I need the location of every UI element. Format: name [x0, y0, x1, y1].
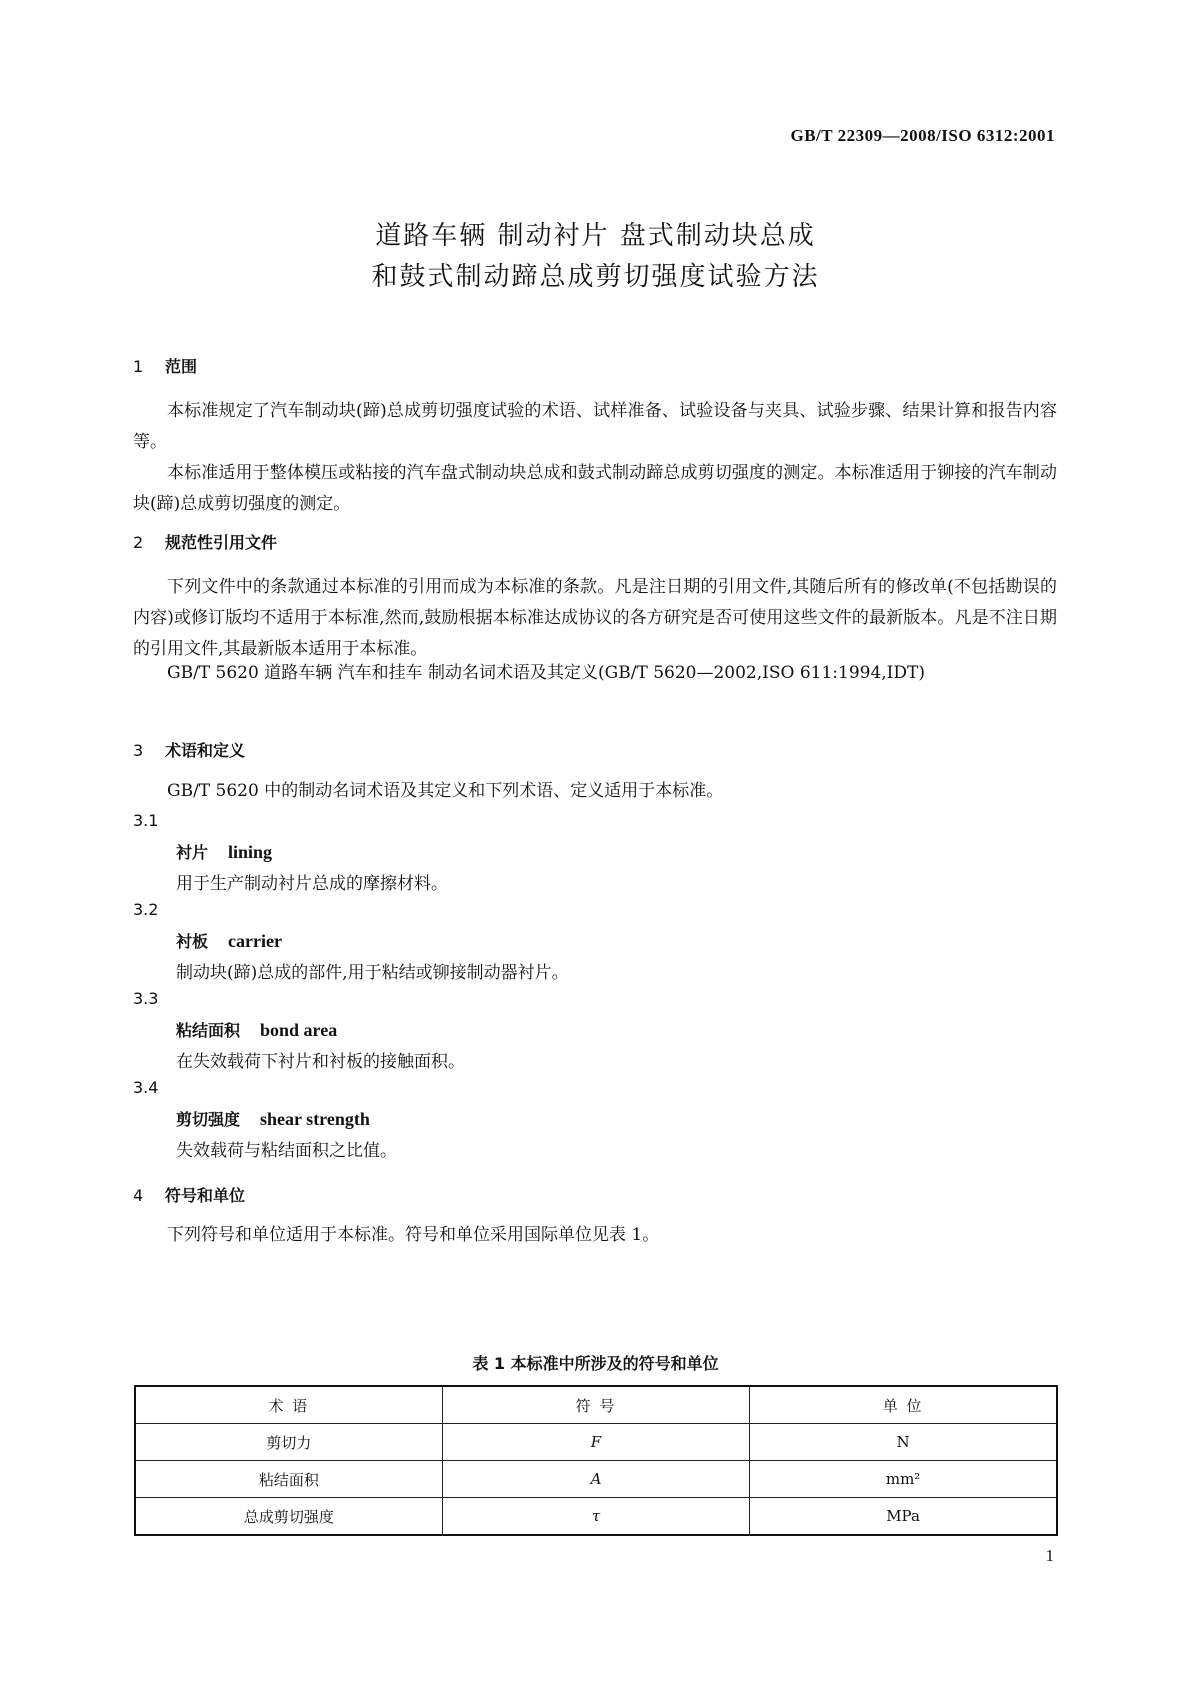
section-title: 范围 [165, 357, 198, 376]
term-definition: 制动块(蹄)总成的部件,用于粘结或铆接制动器衬片。 [176, 963, 569, 983]
term-number: 3.3 [133, 989, 159, 1008]
section-4-heading [133, 1183, 245, 1206]
term-zh: 粘结面积 [176, 1021, 241, 1040]
section-3-intro: GB/T 5620 中的制动名词术语及其定义和下列术语、定义适用于本标准。 [167, 781, 724, 801]
cell-term: 剪切力 [135, 1424, 442, 1461]
cell-unit: mm² [750, 1461, 1057, 1498]
cell-unit: MPa [750, 1498, 1057, 1536]
section-1-heading [133, 354, 197, 377]
cell-term: 粘结面积 [135, 1461, 442, 1498]
term-en: lining [228, 842, 273, 862]
term-definition: 在失效载荷下衬片和衬板的接触面积。 [176, 1052, 465, 1072]
term-number: 3.4 [133, 1078, 159, 1097]
term-name [176, 840, 272, 863]
table-row [135, 1424, 1057, 1461]
section-2-heading [133, 530, 277, 553]
cell-term: 总成剪切强度 [135, 1498, 442, 1536]
cell-symbol: A [442, 1461, 749, 1498]
header-unit: 单 位 [750, 1386, 1057, 1424]
term-zh: 剪切强度 [176, 1110, 241, 1129]
page-number: 1 [1045, 1546, 1054, 1565]
cell-unit: N [750, 1424, 1057, 1461]
term-name [176, 1018, 337, 1041]
header-term: 术 语 [135, 1386, 442, 1424]
term-en: bond area [260, 1020, 338, 1040]
document-title-line-2: 和鼓式制动蹄总成剪切强度试验方法 [371, 262, 820, 292]
symbols-units-table [134, 1385, 1058, 1536]
section-3-heading [133, 738, 245, 761]
section-number: 2 [133, 533, 144, 552]
section-number: 4 [133, 1186, 144, 1205]
table-caption: 表 1 本标准中所涉及的符号和单位 [472, 1354, 719, 1373]
section-1-paragraph-2: 本标准适用于整体模压或粘接的汽车盘式制动块总成和鼓式制动蹄总成剪切强度的测定。本标准适用于铆接的汽车制动块(蹄)总成剪切强度的测定。 [133, 463, 1057, 514]
term-name [176, 1107, 370, 1130]
section-2-paragraph-1: 下列文件中的条款通过本标准的引用而成为本标准的条款。凡是注日期的引用文件,其随后所有的修改单(不包括勘误的内容)或修订版均不适用于本标准,然而,鼓励根据本标准达成协议的各方研究是否可使用这些文件的最新版本。凡是不注日期的引用文件,其最新版本适用于本标准。 [133, 577, 1057, 659]
term-number: 3.1 [133, 811, 159, 830]
section-1-paragraph-1: 本标准规定了汽车制动块(蹄)总成剪切强度试验的术语、试样准备、试验设备与夹具、试验步骤、结果计算和报告内容等。 [133, 401, 1057, 452]
term-zh: 衬片 [176, 843, 209, 862]
table-header-row [135, 1386, 1057, 1424]
section-number: 1 [133, 357, 144, 376]
section-number: 3 [133, 741, 144, 760]
term-zh: 衬板 [176, 932, 209, 951]
term-number: 3.2 [133, 900, 159, 919]
term-en: shear strength [260, 1109, 370, 1129]
term-definition: 用于生产制动衬片总成的摩擦材料。 [176, 874, 448, 894]
standard-code-header: GB/T 22309—2008/ISO 6312:2001 [790, 126, 1055, 145]
table-row [135, 1498, 1057, 1536]
table-row [135, 1461, 1057, 1498]
section-title: 符号和单位 [165, 1186, 246, 1205]
term-definition: 失效载荷与粘结面积之比值。 [176, 1141, 397, 1161]
normative-reference: GB/T 5620 道路车辆 汽车和挂车 制动名词术语及其定义(GB/T 5620—2002,ISO 611:1994,IDT) [167, 663, 925, 683]
section-title: 规范性引用文件 [165, 533, 278, 552]
cell-symbol: τ [442, 1498, 749, 1536]
term-en: carrier [228, 931, 282, 951]
cell-symbol: F [442, 1424, 749, 1461]
header-symbol: 符 号 [442, 1386, 749, 1424]
section-title: 术语和定义 [165, 741, 246, 760]
term-name [176, 929, 282, 952]
document-title-line-1: 道路车辆 制动衬片 盘式制动块总成 [375, 221, 816, 251]
section-4-intro: 下列符号和单位适用于本标准。符号和单位采用国际单位见表 1。 [167, 1225, 660, 1245]
